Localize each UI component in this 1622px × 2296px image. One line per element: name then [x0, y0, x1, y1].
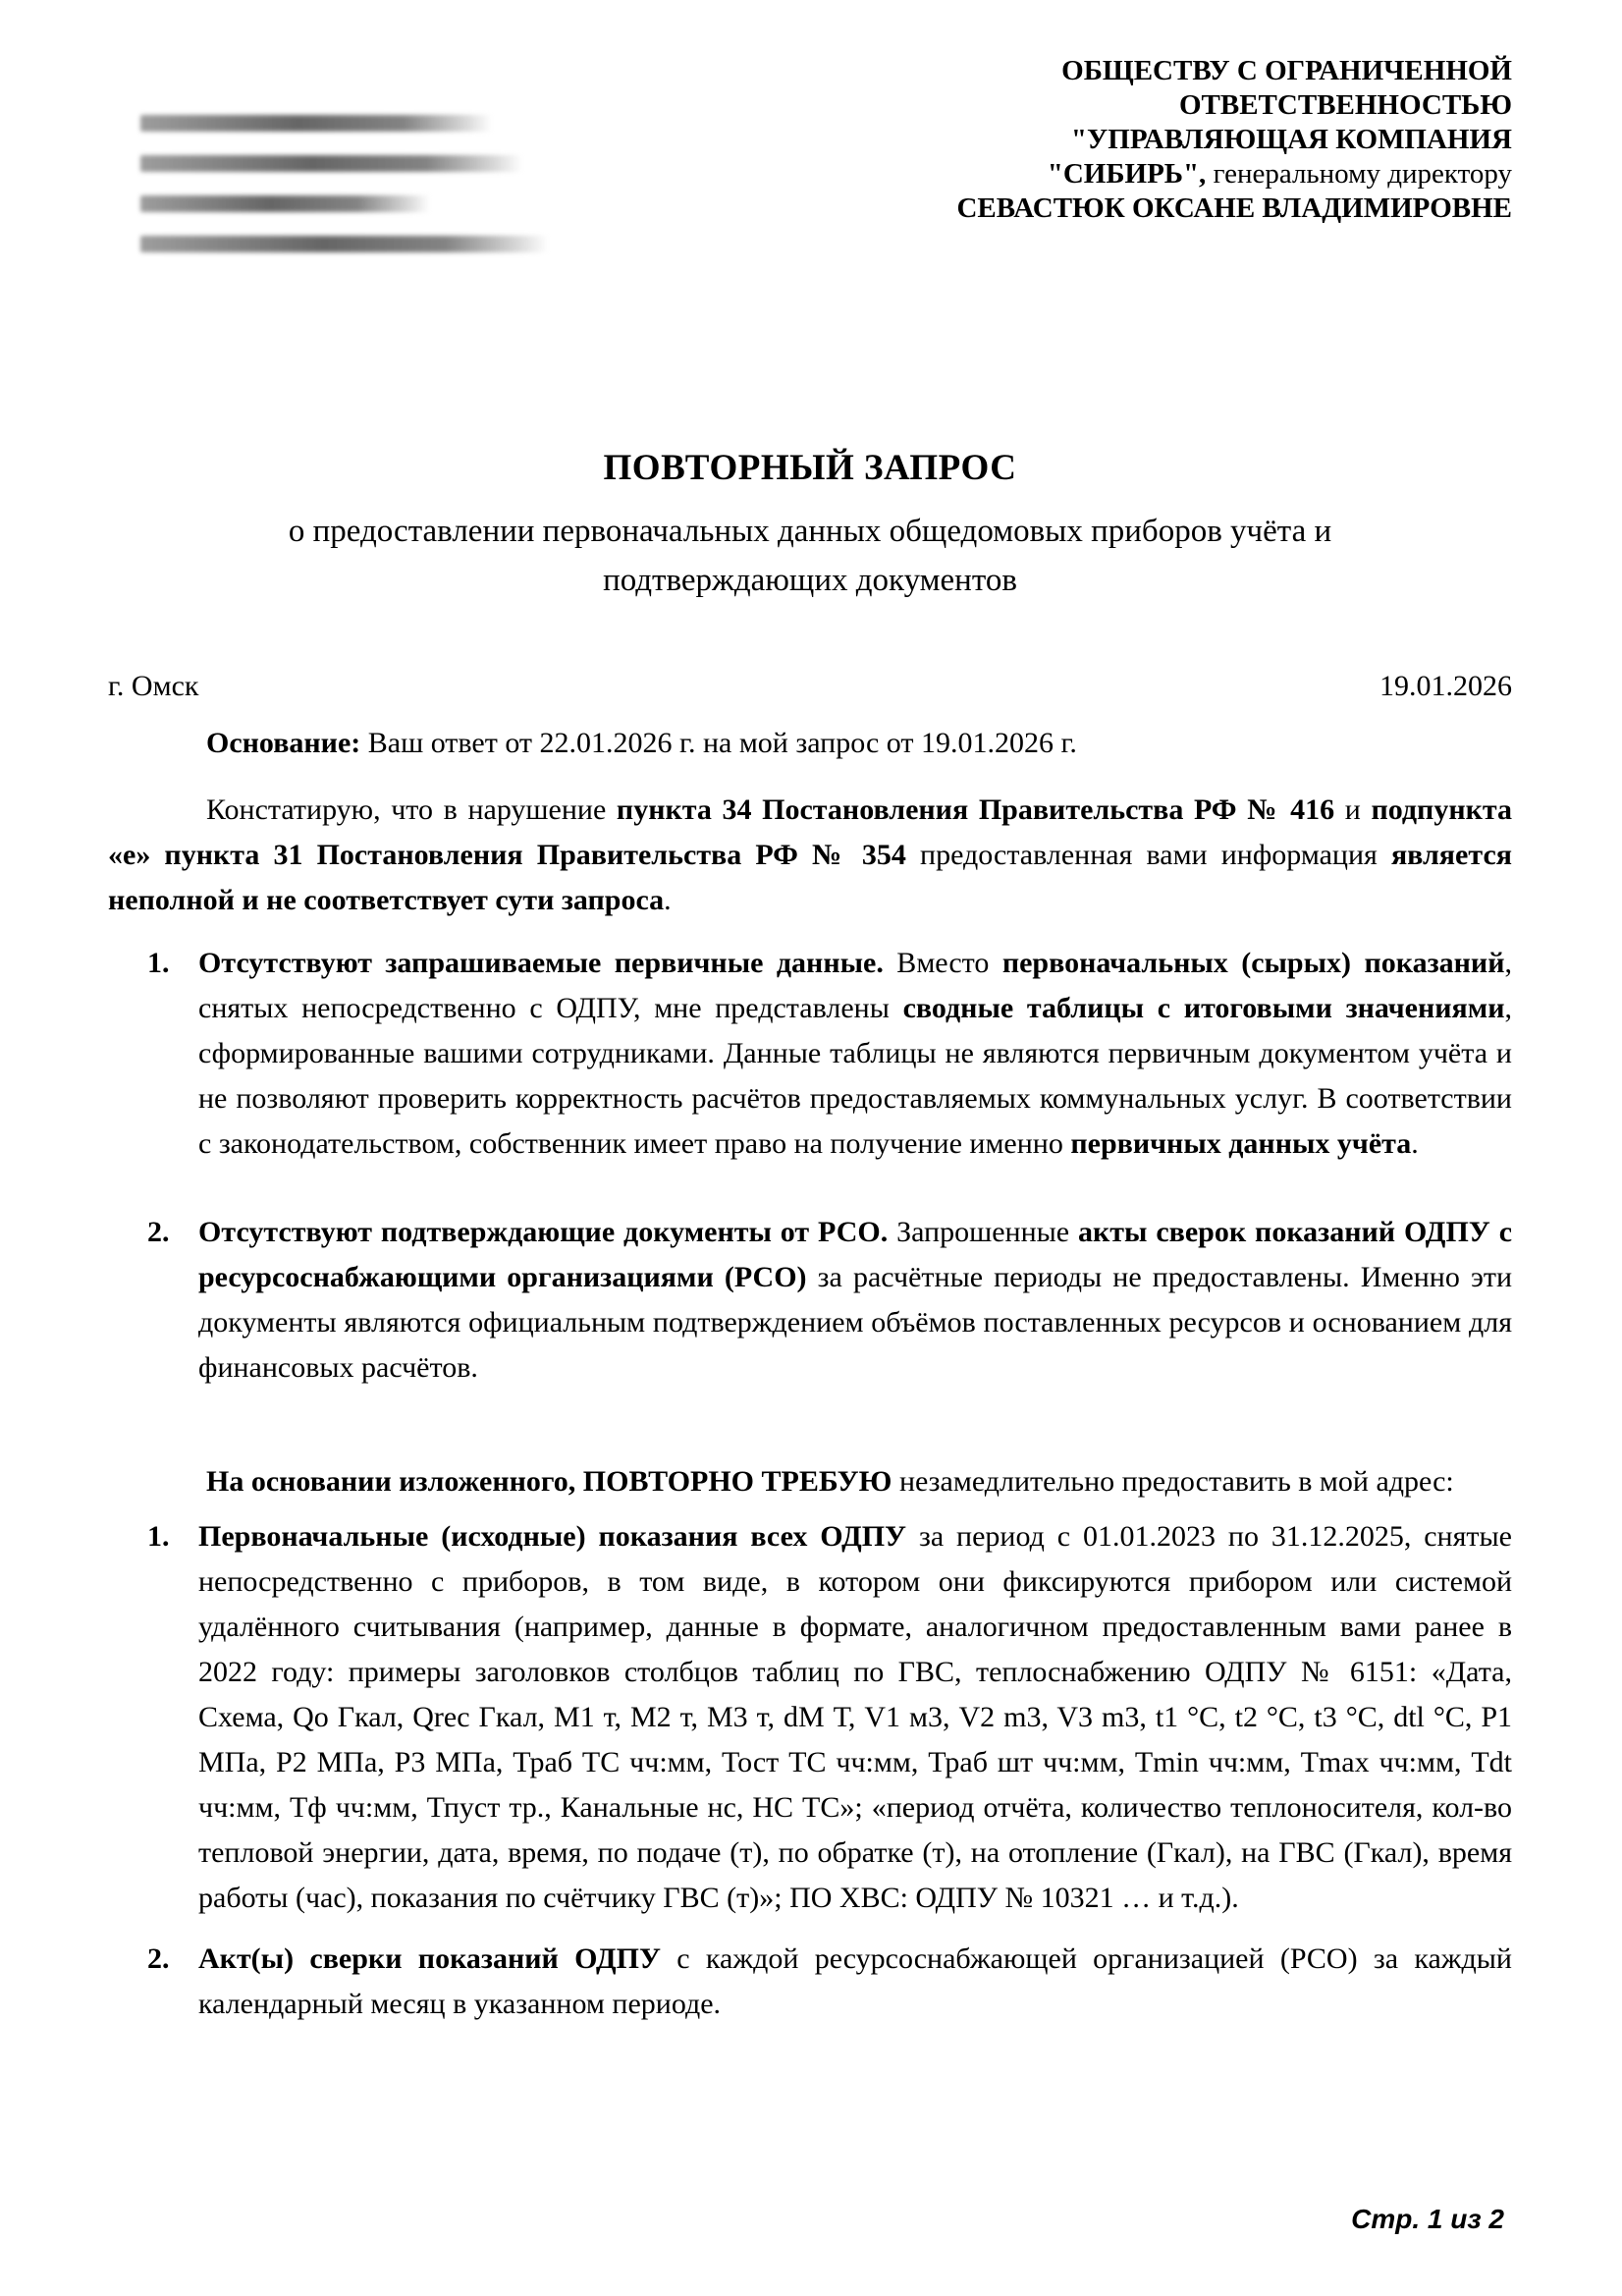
redacted-line [140, 155, 521, 172]
recipient-line: "СИБИРЬ", генеральному директору [1047, 158, 1512, 190]
violations-list [147, 941, 1512, 1391]
title-block [108, 447, 1512, 605]
redacted-line [140, 195, 429, 212]
demand-paragraph: На основании изложенного, ПОВТОРНО ТРЕБУЮ незамедлительно предоставить в мой адрес: [206, 1465, 1454, 1498]
list-number: 1. [147, 947, 170, 979]
recipient-address [795, 54, 1512, 226]
recipient-line: "УПРАВЛЯЮЩАЯ КОМПАНИЯ [1070, 124, 1512, 155]
document-subtitle: о предоставлении первоначальных данных общедомовых приборов учёта и подтверждающих документов [288, 514, 1332, 598]
recipient-line: СЕВАСТЮК ОКСАНЕ ВЛАДИМИРОВНЕ [956, 192, 1512, 224]
basis-paragraph: Основание: Ваш ответ от 22.01.2026 г. на мой запрос от 19.01.2026 г. [206, 727, 1077, 759]
redacted-line [140, 115, 491, 132]
meta-row [108, 664, 1512, 709]
page-number: Стр. 1 из 2 [1351, 2204, 1504, 2234]
violation-item-1: 1. Отсутствуют запрашиваемые первичные данные. Вместо первоначальных (сырых) показаний, снятых непосредственно с ОДПУ, мне представлены сводные таблицы с итоговыми значениями, сформированные вашими сотрудниками. Данные таблицы не являются первичным документом учёта и не позволяют проверить корректность расчётов предоставляемых коммунальных услуг. В соответствии с законодательством, собственник имеет право на получение именно первичных данных учёта. [147, 941, 1512, 1167]
list-number: 1. [147, 1520, 170, 1553]
demand-item-1: 1. Первоначальные (исходные) показания всех ОДПУ за период с 01.01.2023 по 31.12.2025, снятые непосредственно с приборов, в том виде, в котором они фиксируются прибором или системой удалённого считывания (например, данные в формате, аналогичном предоставленным вами ранее в 2022 году: примеры заголовков столбцов таблиц по ГВС, теплоснабжению ОДПУ № 6151: «Дата, Схема, Qo Гкал, Qrec Гкал, М1 т, М2 т, М3 т, dM Т, V1 м3, V2 m3, V3 m3, t1 °C, t2 °C, t3 °C, dtl °C, Р1 МПа, Р2 МПа, Р3 МПа, Траб ТС чч:мм, Тост ТС чч:мм, Траб шт чч:мм, Tmin чч:мм, Tmax чч:мм, Tdt чч:мм, Тф чч:мм, Тпуст тр., Канальные нс, НС ТС»; «период отчёта, количество теплоносителя, кол-во тепловой энергии, дата, время, по подаче (т), по обратке (т), на отопление (Гкал), на ГВС (Гкал), время работы (час), показания по счётчику ГВС (т)»; ПО ХВС: ОДПУ № 10321 … и т.д.). [147, 1514, 1512, 1921]
letter-header [108, 54, 1512, 252]
document-title: ПОВТОРНЫЙ ЗАПРОС [603, 448, 1017, 488]
city-label: г. Омск [108, 670, 199, 702]
redacted-sender-block [108, 115, 547, 252]
list-number: 2. [147, 1942, 170, 1975]
list-number: 2. [147, 1216, 170, 1248]
recipient-line: ОБЩЕСТВУ С ОГРАНИЧЕННОЙ [1061, 55, 1512, 86]
demands-list [147, 1514, 1512, 2027]
redacted-line [140, 236, 547, 252]
demand-item-2: 2. Акт(ы) сверки показаний ОДПУ с каждой ресурсоснабжающей организацией (РСО) за каждый календарный месяц в указанном периоде. [147, 1937, 1512, 2027]
statement-paragraph: Констатирую, что в нарушение пункта 34 Постановления Правительства РФ № 416 и подпункта «е» пункта 31 Постановления Правительства РФ № 354 предоставленная вами информация является неполной и не соответствует сути запроса. [108, 793, 1512, 916]
violation-item-2: 2. Отсутствуют подтверждающие документы от РСО. Запрошенные акты сверок показаний ОДПУ с ресурсоснабжающими организациями (РСО) за расчётные периоды не предоставлены. Именно эти документы являются официальным подтверждением объёмов поставленных ресурсов и основанием для финансовых расчётов. [147, 1210, 1512, 1391]
date-label: 19.01.2026 [1379, 670, 1512, 702]
recipient-line: ОТВЕТСТВЕННОСТЬЮ [1178, 89, 1512, 121]
